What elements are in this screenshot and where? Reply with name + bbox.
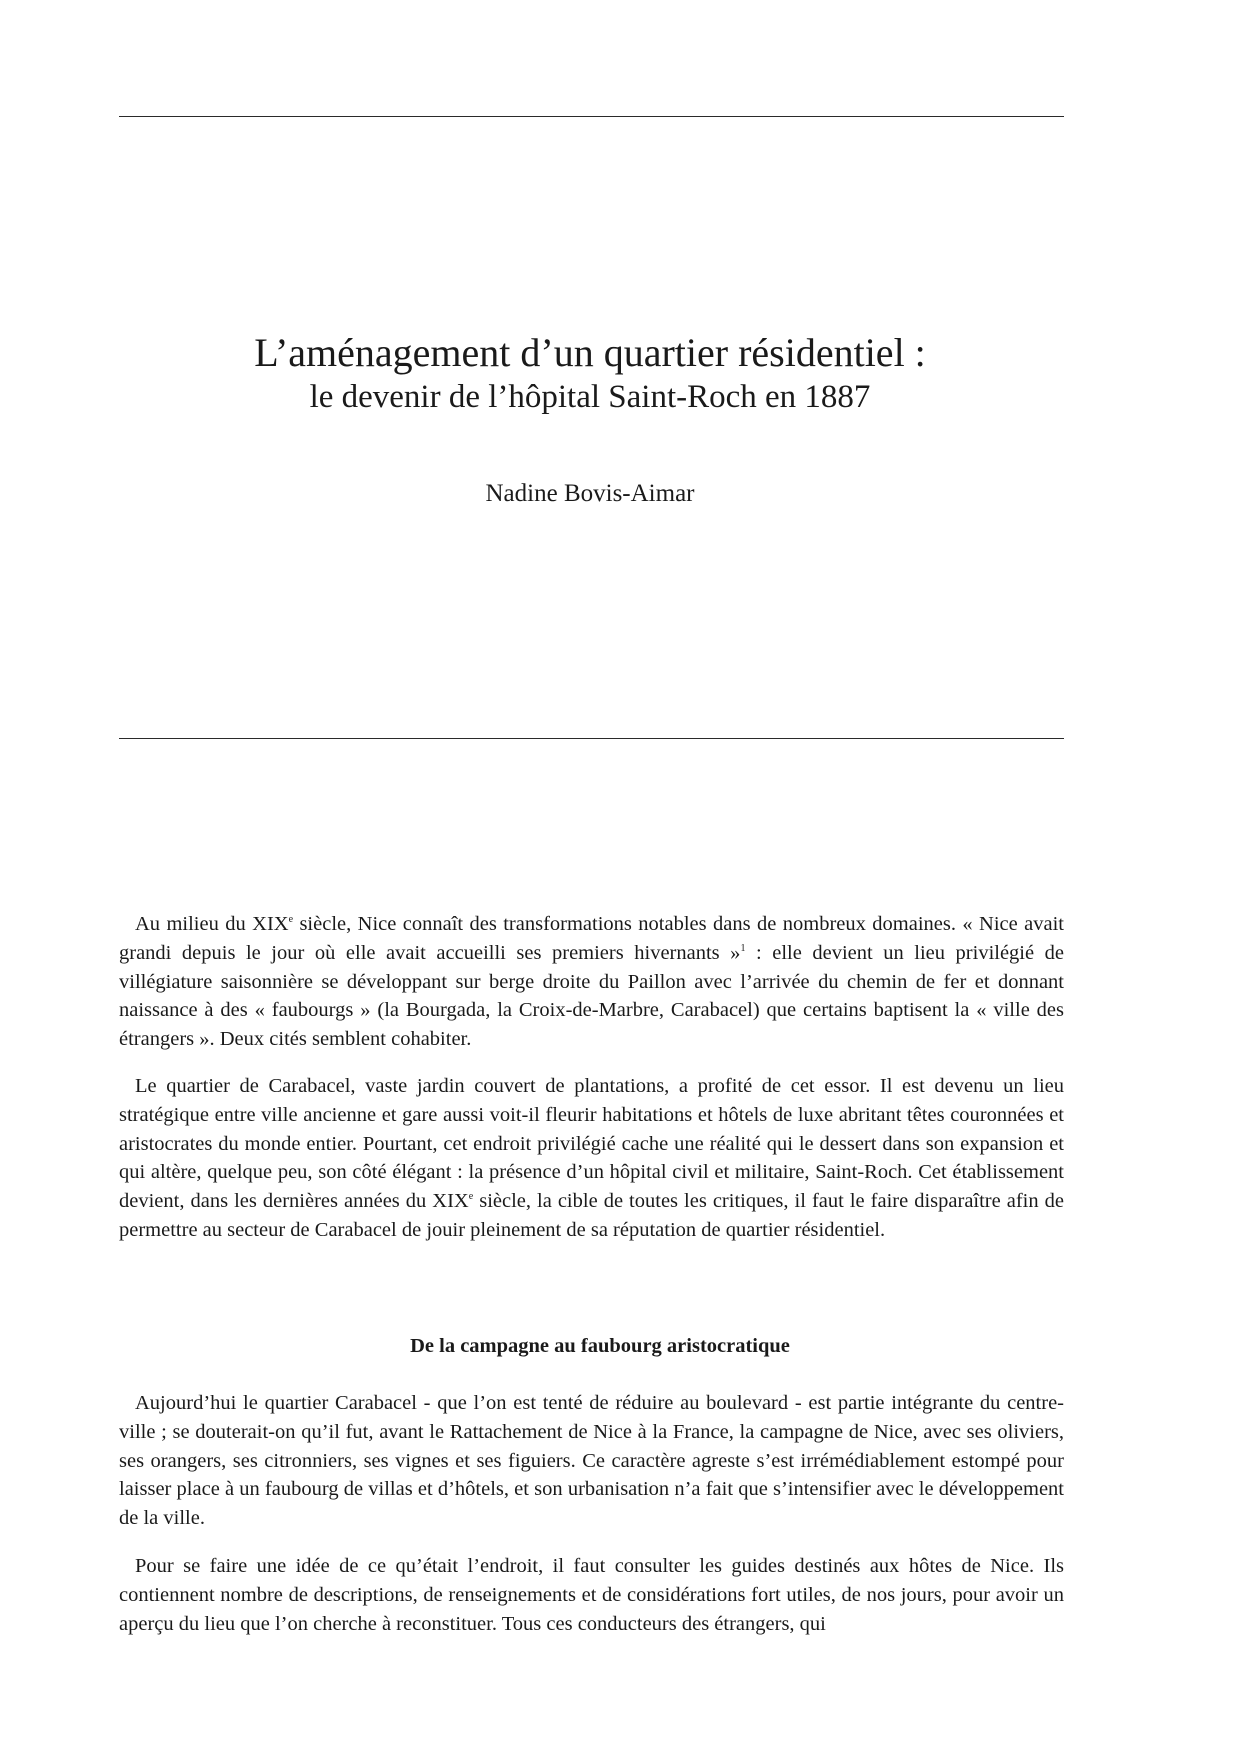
footnote-marker[interactable]: 1 [740,942,746,954]
paragraph-2 [119,1072,1064,1245]
superscript-e: e [468,1191,474,1203]
section-heading: De la campagne au faubourg aristocratique [410,1335,790,1357]
superscript-e: e [288,914,294,925]
paragraph-3 [119,1389,1064,1533]
top-rule [119,116,1064,117]
paragraph-1-text-a: Au milieu du XIX [135,913,289,935]
paragraph-1 [119,910,1064,1054]
paragraph-4-text: Pour se faire une idée de ce qu’était l’endroit, il faut consulter les guides destinés aux hôtes de Nice. Ils contiennent nombre de descriptions, de renseignements et de considérations fort utiles, de nos jours, pour avoir un aperçu du lieu que l’on cherche à reconstituer. Tous ces conducteurs des étrangers, qui [119,1555,1064,1635]
paragraph-4 [119,1552,1064,1638]
paragraph-1-text-b: siècle, Nice connaît des transformations notables dans de nombreux domaines. « Nice avait grandi depuis le jour où elle avait accueilli ses premiers hivernants » [119,913,1064,964]
paragraph-1-text-c: : elle devient un lieu privilégié de villégiature saisonnière se développant sur berge droite du Paillon avec l’arrivée du chemin de fer et donnant naissance à des « faubourgs » (la Bourgada, la Croix-de-Marbre, Carabacel) que certains baptisent la « ville des étrangers ». Deux cités semblent cohabiter. [119,941,1064,1051]
paragraph-2-text-b: siècle, la cible de toutes les critiques, il faut le faire disparaître afin de permettre au secteur de Carabacel de jouir pleinement de sa réputation de quartier résidentiel. [119,1190,1064,1241]
paragraph-3-text: Aujourd’hui le quartier Carabacel - que l’on est tenté de réduire au boulevard - est partie intégrante du centre-ville ; se douterait-on qu’il fut, avant le Rattachement de Nice à la France, la campagne de Nice, avec ses oliviers, ses orangers, ses citronniers, ses vignes et ses figuiers. Ce caractère agreste s’est irrémédiablement estompé pour laisser place à un faubourg de villas et d’hôtels, et son urbanisation n’a fait que s’intensifier avec le développement de la ville. [119,1392,1064,1530]
bottom-rule [119,738,1064,739]
paragraph-2-text-a: Le quartier de Carabacel, vaste jardin couvert de plantations, a profité de cet essor. Il est devenu un lieu stratégique entre ville ancienne et gare aussi voit-il fleurir habitations et hôtels de luxe abritant têtes couronnées et aristocrates du monde entier. Pourtant, cet endroit privilégié cache une réalité qui le dessert dans son expansion et qui altère, quelque peu, son côté élégant : la présence d’un hôpital civil et militaire, Saint-Roch. Cet établissement devient, dans les dernières années du XIX [119,1075,1064,1213]
title-line-1: L’aménagement d’un quartier résidentiel : [254,330,926,375]
author-name: Nadine Bovis-Aimar [485,480,695,507]
article-title [0,330,1180,418]
title-line-2: le devenir de l’hôpital Saint-Roch en 1887 [309,379,871,415]
